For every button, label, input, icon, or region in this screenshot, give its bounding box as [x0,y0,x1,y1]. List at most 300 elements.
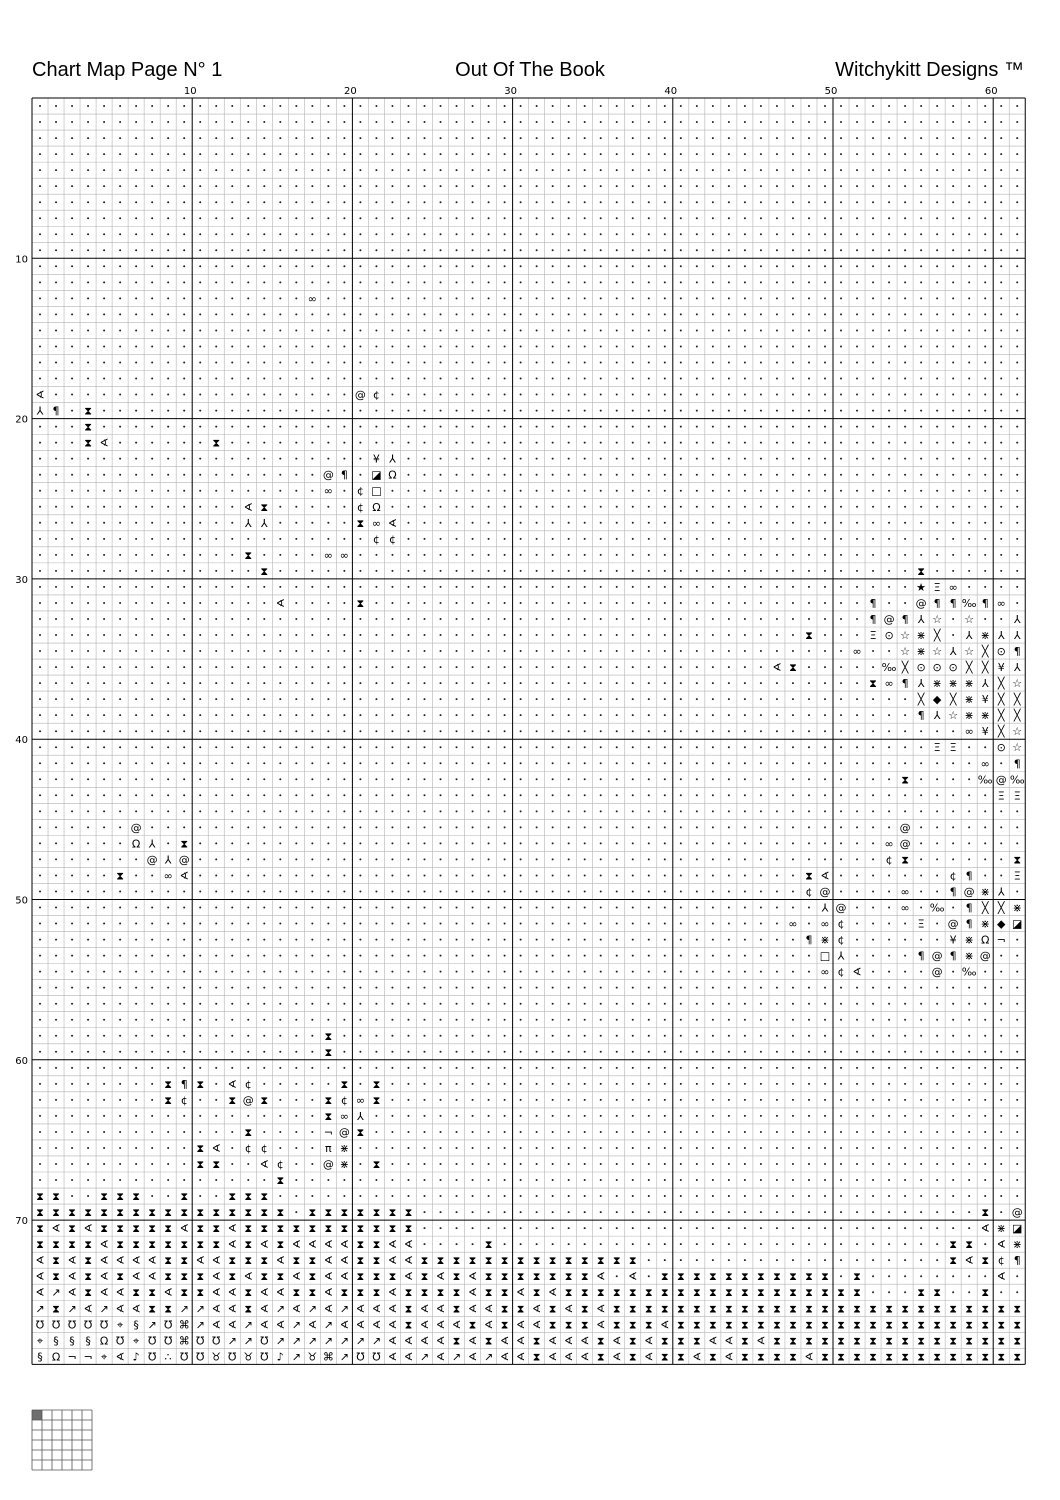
empty-cell-dot [327,105,329,107]
empty-cell-dot [215,923,217,925]
empty-cell-dot [504,634,506,636]
empty-cell-dot [632,329,634,331]
empty-cell-dot [568,1115,570,1117]
empty-cell-dot [696,730,698,732]
empty-cell-dot [407,666,409,668]
empty-cell-dot [840,538,842,540]
stitch-symbol: ¢ [276,1158,284,1171]
empty-cell-dot [632,538,634,540]
empty-cell-dot [311,650,313,652]
stitch-symbol: ⧗ [933,1286,941,1300]
empty-cell-dot [552,281,554,283]
empty-cell-dot [423,1227,425,1229]
empty-cell-dot [391,362,393,364]
empty-cell-dot [199,939,201,941]
stitch-symbol: ⧗ [725,1286,733,1300]
stitch-symbol: ⧗ [212,1222,221,1236]
empty-cell-dot [584,907,586,909]
stitch-symbol: ◪ [371,468,382,482]
empty-cell-dot [728,201,730,203]
empty-cell-dot [472,265,474,267]
stitch-symbol: ∢ [403,1254,414,1268]
empty-cell-dot [135,698,137,700]
stitch-symbol: ∢ [51,1222,61,1236]
empty-cell-dot [103,858,105,860]
empty-cell-dot [1016,1067,1018,1069]
empty-cell-dot [151,810,153,812]
empty-cell-dot [167,345,169,347]
empty-cell-dot [295,570,297,572]
stitch-symbol: ⧗ [36,1206,44,1220]
empty-cell-dot [600,650,602,652]
empty-cell-dot [87,1179,89,1181]
empty-cell-dot [87,939,89,941]
empty-cell-dot [407,682,409,684]
empty-cell-dot [568,874,570,876]
empty-cell-dot [472,890,474,892]
empty-cell-dot [600,634,602,636]
empty-cell-dot [952,618,954,620]
empty-cell-dot [456,874,458,876]
empty-cell-dot [648,1211,650,1213]
empty-cell-dot [808,1035,810,1037]
empty-cell-dot [600,1083,602,1085]
empty-cell-dot [135,410,137,412]
empty-cell-dot [375,1051,377,1053]
empty-cell-dot [696,410,698,412]
empty-cell-dot [712,1083,714,1085]
empty-cell-dot [536,297,538,299]
empty-cell-dot [215,1083,217,1085]
empty-cell-dot [407,570,409,572]
empty-cell-dot [375,746,377,748]
empty-cell-dot [680,1227,682,1229]
empty-cell-dot [87,1083,89,1085]
empty-cell-dot [375,1067,377,1069]
empty-cell-dot [391,185,393,187]
empty-cell-dot [616,810,618,812]
empty-cell-dot [263,746,265,748]
stitch-symbol: ☆ [900,645,911,659]
empty-cell-dot [359,297,361,299]
empty-cell-dot [231,281,233,283]
empty-cell-dot [199,265,201,267]
empty-cell-dot [696,666,698,668]
empty-cell-dot [680,890,682,892]
empty-cell-dot [279,506,281,508]
empty-cell-dot [343,297,345,299]
empty-cell-dot [840,1259,842,1261]
empty-cell-dot [407,410,409,412]
stitch-symbol: ∢ [467,1286,478,1300]
empty-cell-dot [295,682,297,684]
empty-cell-dot [680,329,682,331]
empty-cell-dot [856,746,858,748]
empty-cell-dot [520,1051,522,1053]
empty-cell-dot [520,137,522,139]
empty-cell-dot [231,121,233,123]
stitch-symbol: ⧗ [484,1334,493,1348]
empty-cell-dot [263,1035,265,1037]
empty-cell-dot [696,362,698,364]
empty-cell-dot [968,410,970,412]
empty-cell-dot [968,746,970,748]
empty-cell-dot [55,426,57,428]
empty-cell-dot [407,554,409,556]
empty-cell-dot [456,826,458,828]
empty-cell-dot [199,826,201,828]
empty-cell-dot [856,1067,858,1069]
empty-cell-dot [119,362,121,364]
empty-cell-dot [327,137,329,139]
empty-cell-dot [327,185,329,187]
empty-cell-dot [119,1163,121,1165]
empty-cell-dot [744,281,746,283]
empty-cell-dot [968,1067,970,1069]
empty-cell-dot [343,329,345,331]
empty-cell-dot [247,842,249,844]
empty-cell-dot [247,458,249,460]
empty-cell-dot [359,778,361,780]
stitch-symbol: ↗ [227,1334,237,1348]
empty-cell-dot [888,1035,890,1037]
empty-cell-dot [311,1067,313,1069]
empty-cell-dot [584,153,586,155]
empty-cell-dot [792,602,794,604]
empty-cell-dot [520,217,522,219]
empty-cell-dot [872,538,874,540]
empty-cell-dot [183,890,185,892]
empty-cell-dot [1016,955,1018,957]
empty-cell-dot [760,762,762,764]
empty-cell-dot [952,442,954,444]
stitch-symbol: ⧗ [612,1286,621,1300]
empty-cell-dot [504,281,506,283]
empty-cell-dot [552,410,554,412]
empty-cell-dot [311,746,313,748]
empty-cell-dot [199,121,201,123]
empty-cell-dot [584,233,586,235]
empty-cell-dot [407,650,409,652]
empty-cell-dot [600,955,602,957]
empty-cell-dot [472,1163,474,1165]
empty-cell-dot [231,1179,233,1181]
empty-cell-dot [231,506,233,508]
empty-cell-dot [247,1019,249,1021]
empty-cell-dot [55,570,57,572]
empty-cell-dot [856,1099,858,1101]
empty-cell-dot [872,201,874,203]
empty-cell-dot [728,858,730,860]
empty-cell-dot [936,810,938,812]
empty-cell-dot [760,987,762,989]
empty-cell-dot [664,955,666,957]
empty-cell-dot [536,714,538,716]
empty-cell-dot [904,442,906,444]
empty-cell-dot [616,971,618,973]
stitch-symbol: ∢ [451,1318,462,1332]
empty-cell-dot [872,698,874,700]
empty-cell-dot [440,1051,442,1053]
empty-cell-dot [552,730,554,732]
stitch-symbol: ⧗ [148,1286,157,1300]
empty-cell-dot [167,1147,169,1149]
empty-cell-dot [728,265,730,267]
empty-cell-dot [792,570,794,572]
empty-cell-dot [552,1083,554,1085]
empty-cell-dot [920,794,922,796]
empty-cell-dot [215,281,217,283]
empty-cell-dot [375,378,377,380]
empty-cell-dot [632,169,634,171]
empty-cell-dot [199,858,201,860]
empty-cell-dot [55,458,57,460]
empty-cell-dot [295,329,297,331]
empty-cell-dot [952,185,954,187]
empty-cell-dot [103,1147,105,1149]
stitch-symbol: ∢ [323,1254,333,1268]
stitch-symbol: ∢ [339,1238,349,1252]
stitch-symbol: ℧ [99,1318,109,1332]
empty-cell-dot [520,810,522,812]
empty-cell-dot [488,1067,490,1069]
stitch-symbol: ⧗ [981,1318,990,1332]
empty-cell-dot [696,201,698,203]
empty-cell-dot [488,955,490,957]
empty-cell-dot [968,778,970,780]
stitch-symbol: ⧗ [356,1222,365,1236]
empty-cell-dot [263,666,265,668]
stitch-symbol: ⅄ [389,452,396,466]
empty-cell-dot [39,1083,41,1085]
empty-cell-dot [856,955,858,957]
empty-cell-dot [792,313,794,315]
stitch-symbol: ⧗ [244,1302,253,1316]
empty-cell-dot [295,233,297,235]
empty-cell-dot [600,313,602,315]
empty-cell-dot [151,762,153,764]
empty-cell-dot [792,297,794,299]
empty-cell-dot [696,618,698,620]
empty-cell-dot [87,281,89,283]
empty-cell-dot [103,570,105,572]
empty-cell-dot [327,682,329,684]
empty-cell-dot [856,554,858,556]
empty-cell-dot [167,313,169,315]
empty-cell-dot [872,1275,874,1277]
empty-cell-dot [712,874,714,876]
empty-cell-dot [792,1179,794,1181]
empty-cell-dot [488,1035,490,1037]
stitch-symbol: ⧗ [500,1318,509,1332]
empty-cell-dot [520,746,522,748]
empty-cell-dot [952,634,954,636]
empty-cell-dot [888,794,890,796]
empty-cell-dot [872,185,874,187]
empty-cell-dot [696,185,698,187]
empty-cell-dot [840,1147,842,1149]
empty-cell-dot [856,1115,858,1117]
empty-cell-dot [776,650,778,652]
empty-cell-dot [1000,426,1002,428]
empty-cell-dot [600,778,602,780]
empty-cell-dot [183,233,185,235]
empty-cell-dot [295,1099,297,1101]
empty-cell-dot [456,858,458,860]
empty-cell-dot [391,778,393,780]
stitch-symbol: ⅄ [965,629,973,642]
empty-cell-dot [808,971,810,973]
stitch-symbol: ∢ [147,1254,157,1268]
empty-cell-dot [776,618,778,620]
empty-cell-dot [840,730,842,732]
empty-cell-dot [856,762,858,764]
empty-cell-dot [888,987,890,989]
empty-cell-dot [824,1067,826,1069]
empty-cell-dot [584,362,586,364]
empty-cell-dot [279,714,281,716]
column-label: 60 [984,86,998,97]
empty-cell-dot [824,1163,826,1165]
empty-cell-dot [744,570,746,572]
empty-cell-dot [584,1035,586,1037]
empty-cell-dot [696,1211,698,1213]
empty-cell-dot [279,1051,281,1053]
empty-cell-dot [39,1035,41,1037]
empty-cell-dot [808,682,810,684]
empty-cell-dot [744,137,746,139]
empty-cell-dot [536,137,538,139]
empty-cell-dot [856,281,858,283]
empty-cell-dot [1000,987,1002,989]
empty-cell-dot [215,746,217,748]
empty-cell-dot [423,1019,425,1021]
stitch-symbol: ∢ [548,1334,558,1348]
empty-cell-dot [744,297,746,299]
empty-cell-dot [343,746,345,748]
empty-cell-dot [1000,1067,1002,1069]
empty-cell-dot [87,153,89,155]
empty-cell-dot [1000,1051,1002,1053]
empty-cell-dot [87,890,89,892]
empty-cell-dot [536,265,538,267]
empty-cell-dot [952,313,954,315]
empty-cell-dot [840,1035,842,1037]
empty-cell-dot [664,939,666,941]
empty-cell-dot [423,842,425,844]
empty-cell-dot [167,297,169,299]
empty-cell-dot [472,907,474,909]
empty-cell-dot [760,1179,762,1181]
empty-cell-dot [456,297,458,299]
empty-cell-dot [696,602,698,604]
empty-cell-dot [824,1131,826,1133]
empty-cell-dot [808,602,810,604]
empty-cell-dot [1000,490,1002,492]
empty-cell-dot [456,1099,458,1101]
empty-cell-dot [407,810,409,812]
empty-cell-dot [311,410,313,412]
empty-cell-dot [456,1179,458,1181]
empty-cell-dot [103,618,105,620]
empty-cell-dot [968,1291,970,1293]
empty-cell-dot [423,217,425,219]
empty-cell-dot [440,474,442,476]
empty-cell-dot [55,650,57,652]
empty-cell-dot [488,923,490,925]
empty-cell-dot [584,1099,586,1101]
empty-cell-dot [488,987,490,989]
empty-cell-dot [952,233,954,235]
stitch-symbol: ∢ [67,1286,77,1300]
empty-cell-dot [696,153,698,155]
empty-cell-dot [183,794,185,796]
empty-cell-dot [327,858,329,860]
empty-cell-dot [488,939,490,941]
empty-cell-dot [616,1067,618,1069]
empty-cell-dot [456,201,458,203]
empty-cell-dot [295,313,297,315]
empty-cell-dot [760,265,762,267]
stitch-symbol: ⧗ [564,1318,573,1332]
empty-cell-dot [295,281,297,283]
empty-cell-dot [872,1003,874,1005]
empty-cell-dot [311,137,313,139]
empty-cell-dot [664,874,666,876]
empty-cell-dot [103,554,105,556]
empty-cell-dot [856,842,858,844]
stitch-symbol: ⧗ [676,1334,685,1348]
empty-cell-dot [520,522,522,524]
empty-cell-dot [760,698,762,700]
empty-cell-dot [712,586,714,588]
empty-cell-dot [1016,1163,1018,1165]
empty-cell-dot [520,1179,522,1181]
stitch-symbol: ¶ [869,612,877,626]
empty-cell-dot [39,1019,41,1021]
empty-cell-dot [440,1099,442,1101]
empty-cell-dot [888,746,890,748]
empty-cell-dot [135,762,137,764]
stitch-symbol: ⧗ [468,1254,477,1268]
empty-cell-dot [87,506,89,508]
stitch-symbol: π [325,1141,332,1155]
empty-cell-dot [568,169,570,171]
empty-cell-dot [71,1115,73,1117]
empty-cell-dot [568,313,570,315]
empty-cell-dot [568,682,570,684]
empty-cell-dot [199,442,201,444]
empty-cell-dot [71,1083,73,1085]
empty-cell-dot [728,153,730,155]
empty-cell-dot [824,698,826,700]
empty-cell-dot [151,1179,153,1181]
empty-cell-dot [824,329,826,331]
empty-cell-dot [504,714,506,716]
stitch-symbol: ⧗ [100,1222,108,1236]
empty-cell-dot [135,490,137,492]
empty-cell-dot [664,826,666,828]
empty-cell-dot [824,378,826,380]
empty-cell-dot [600,794,602,796]
empty-cell-dot [584,105,586,107]
empty-cell-dot [183,634,185,636]
empty-cell-dot [744,506,746,508]
empty-cell-dot [423,249,425,251]
empty-cell-dot [504,1243,506,1245]
empty-cell-dot [632,442,634,444]
empty-cell-dot [936,105,938,107]
